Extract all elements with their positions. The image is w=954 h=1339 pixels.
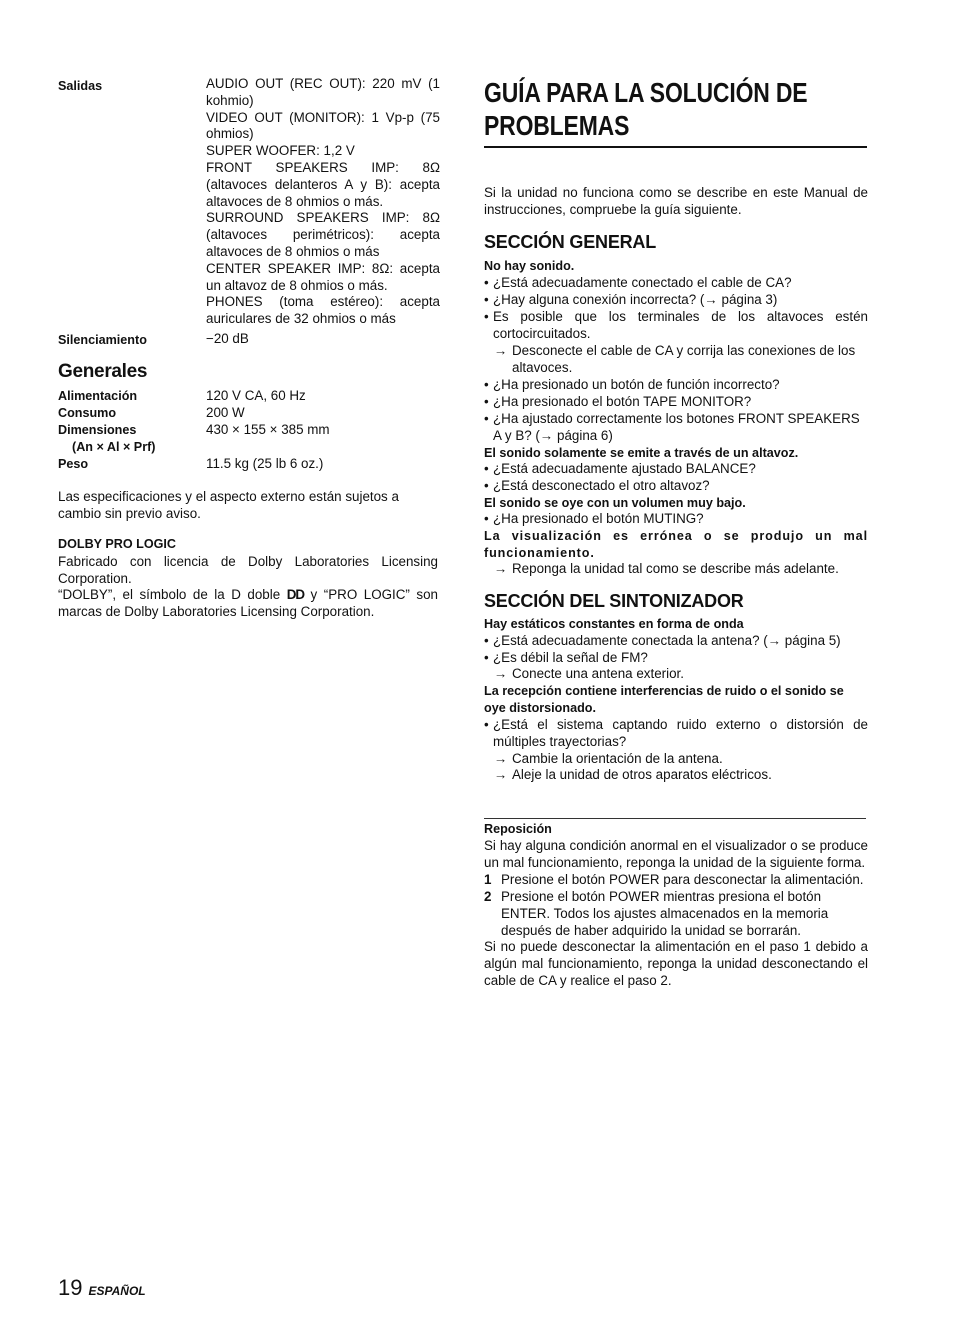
silenciamiento-value: −20 dB: [206, 331, 249, 346]
dolby-trademark-prefix: “DOLBY”, el símbolo de la D doble: [58, 587, 281, 602]
bullet-icon: •: [484, 511, 489, 526]
bullet-icon: •: [484, 717, 489, 732]
intro-text: Si la unidad no funciona como se describe en este Manual de instrucciones, compruebe la guía siguiente.: [484, 185, 868, 217]
tuner-section-heading: SECCIÓN DEL SINTONIZADOR: [484, 591, 744, 611]
problem-static: Hay estáticos constantes en forma de onda: [484, 617, 744, 631]
specs-note: Las especificaciones y el aspecto externo están sujetos a cambio sin previo aviso.: [58, 489, 399, 521]
page-footer: [58, 1275, 146, 1301]
language-label: ESPAÑOL: [88, 1284, 146, 1298]
reset-intro: Si hay alguna condición anormal en el visualizador o se produce un mal funcionamiento, reponga la unidad de la siguiente forma.: [484, 838, 868, 870]
arrow-right-icon: →: [494, 767, 508, 782]
spec-line: FRONT SPEAKERS IMP: 8Ω (altavoces delanteros A y B): acepta altavoces de 8 ohmios o más.: [206, 159, 440, 209]
spec-line: VIDEO OUT (MONITOR): 1 Vp-p (75 ohmios): [206, 109, 440, 142]
dolby-trademark-suffix: y “PRO LOGIC” son marcas de Dolby Laboratories Licensing Corporation.: [58, 587, 438, 619]
problem-low-volume: El sonido se oye con un volumen muy bajo.: [484, 496, 746, 510]
bullet-icon: •: [484, 478, 489, 493]
arrow-right-icon: →: [494, 561, 508, 576]
spec-line: PHONES (toma estéreo): acepta auriculares de 32 ohmios o más: [206, 294, 440, 327]
page-number: 19: [58, 1275, 83, 1300]
peso-label: Peso: [58, 457, 89, 471]
consumo-label: Consumo: [58, 406, 117, 420]
bullet-icon: •: [484, 394, 489, 409]
salidas-values: [206, 76, 440, 328]
spec-line: CENTER SPEAKER IMP: 8Ω: acepta un altavoz de 8 ohmios o más.: [206, 260, 440, 293]
spec-line: AUDIO OUT (REC OUT): 220 mV (1 kohmio): [206, 76, 440, 108]
problem-no-sound: No hay sonido.: [484, 259, 575, 273]
double-d-symbol-icon: DD: [286, 587, 305, 602]
alimentacion-value: 120 V CA, 60 Hz: [206, 388, 306, 403]
peso-value: 11.5 kg (25 lb 6 oz.): [206, 456, 324, 471]
arrow-right-icon: →: [494, 343, 508, 358]
bullet-icon: •: [484, 650, 489, 665]
reset-heading: Reposición: [484, 822, 552, 836]
bullet-icon: •: [484, 309, 489, 324]
dimensiones-label: Dimensiones: [58, 423, 137, 437]
generales-heading: Generales: [58, 361, 148, 382]
bullet-icon: •: [484, 411, 489, 426]
spec-line: SUPER WOOFER: 1,2 V: [206, 143, 355, 159]
dolby-trademark-text: [58, 587, 438, 621]
dolby-heading: DOLBY PRO LOGIC: [58, 537, 177, 551]
reset-divider: [484, 818, 866, 819]
dimensiones-value: 430 × 155 × 385 mm: [206, 422, 330, 437]
bullet-icon: •: [484, 377, 489, 392]
bullet-icon: •: [484, 633, 489, 648]
title-divider: [484, 146, 867, 148]
bullet-icon: •: [484, 461, 489, 476]
problem-interference: La recepción contiene interferencias de ruido o el sonido se oye distorsionado.: [484, 684, 844, 715]
manual-page: Salidas AUDIO OUT (REC OUT): 220 mV (1 kohmio) VIDEO OUT (MONITOR): 1 Vp-p (75 ohmios) SUPER WOOFER: 1,2 V FRONT SPEAKERS IMP: 8Ω (altavoces delanteros A y B): acepta altavoces de 8 ohmios o más. SURROUND SPEAKERS IMP: 8Ω (altavoces perimétricos): acepta altavoces de 8 ohmios o más CENTER SPEAKER IMP: 8Ω: acepta un altavoz de 8 ohmios o más. PHONES (toma estéreo): acepta auriculares de 32 ohmios o más Silenciamiento −20 dB Generales Alimentación 120 V CA, 60 Hz Consumo 200 W Dimensiones 430 × 155 × 385 mm (An × Al × Prf) Peso 11.5 kg (25 lb 6 oz.) Las especificaciones y el aspecto externo están sujetos a cambio sin previo aviso. DOLBY PRO LOGIC Fabricado con licencia de Dolby Laboratories Licensing Corporation. “DOLBY”, el símbolo de la D doble DD y “PRO LOGIC” son marcas de Dolby Laboratories Licensing Corporation. GUÍA PARA LA SOLUCIÓN DE PROBLEMAS Si la unidad no funciona como se describe en este Manual de instrucciones, compruebe la guía siguiente. SECCIÓN GENERAL No hay sonido. • ¿Está adecuadamente conectado el cable de CA? • ¿Hay alguna conexión incorrecta? (→ página 3) • Es posible que los terminales de los altavoces estén cortocircuitados. → Desconecte el cable de CA y corrija las conexiones de los altavoces. • ¿Ha presionado un botón de función incorrecto? • ¿Ha presionado el botón TAPE MONITOR? • ¿Ha ajustado correctamente los botones FRONT SPEAKERS A y B? (→ página 6) El sonido solamente se emite a través de un altavoz. • ¿Está adecuadamente ajustado BALANCE? • ¿Está desconectado el otro altavoz? El sonido se oye con un volumen muy bajo. • ¿Ha presionado el botón MUTING? La visualización es errónea o se produjo un mal funcionamiento. → Reponga la unidad tal como se describe más adelante. SECCIÓN DEL SINTONIZADOR Hay estáticos constantes en forma de onda • ¿Está adecuadamente conectada la antena? (→ página 5) • ¿Es débil la señal de FM? → Conecte una antena exterior. La recepción contiene interferencias de ruido o el sonido se oye distorsionado. • ¿Está el sistema captando ruido externo o distorsión de múltiples trayectorias? → Cambie la orientación de la antena. → Aleje la unidad de otros aparatos eléctricos. Reposición Si hay alguna condición anormal en el visualizador o se produce un mal funcionamiento, reponga la unidad de la siguiente forma. 1 Presione el botón POWER para desconectar la alimentación. 2 Presione el botón POWER mientras presiona el botón ENTER. Todos los ajustes almacenados en la memoria después de haber adquirido la unidad se borrarán. Si no puede desconectar la alimentación en el paso 1 debido a algún mal funcionamiento, reponga la unidad desconectando el cable de CA y realice el paso 2. 19 ESPAÑOL: [58, 76, 868, 1300]
salidas-label: Salidas: [58, 79, 103, 93]
spec-line: SURROUND SPEAKERS IMP: 8Ω (altavoces perimétricos): acepta altavoces de 8 ohmios o más: [206, 210, 440, 259]
reset-outro: Si no puede desconectar la alimentación en el paso 1 debido a algún mal funcionamiento, reponga la unidad desconectando el cable de CA y realice el paso 2.: [484, 939, 868, 988]
silenciamiento-label: Silenciamiento: [58, 333, 147, 347]
page-title: GUÍA PARA LA SOLUCIÓN DE PROBLEMAS: [484, 77, 808, 141]
problem-display-error: La visualización es errónea o se produjo un mal funcionamiento.: [484, 529, 868, 560]
arrow-right-icon: →: [494, 666, 508, 681]
problem-one-speaker: El sonido solamente se emite a través de un altavoz.: [484, 446, 799, 460]
general-section-heading: SECCIÓN GENERAL: [484, 232, 657, 252]
bullet-icon: •: [484, 275, 489, 290]
arrow-right-icon: →: [494, 751, 508, 766]
alimentacion-label: Alimentación: [58, 389, 138, 403]
consumo-value: 200 W: [206, 405, 245, 420]
bullet-icon: •: [484, 292, 489, 307]
dolby-license-text: Fabricado con licencia de Dolby Laboratories Licensing Corporation.: [58, 554, 438, 586]
dimensiones-sublabel: (An × Al × Prf): [72, 440, 156, 454]
